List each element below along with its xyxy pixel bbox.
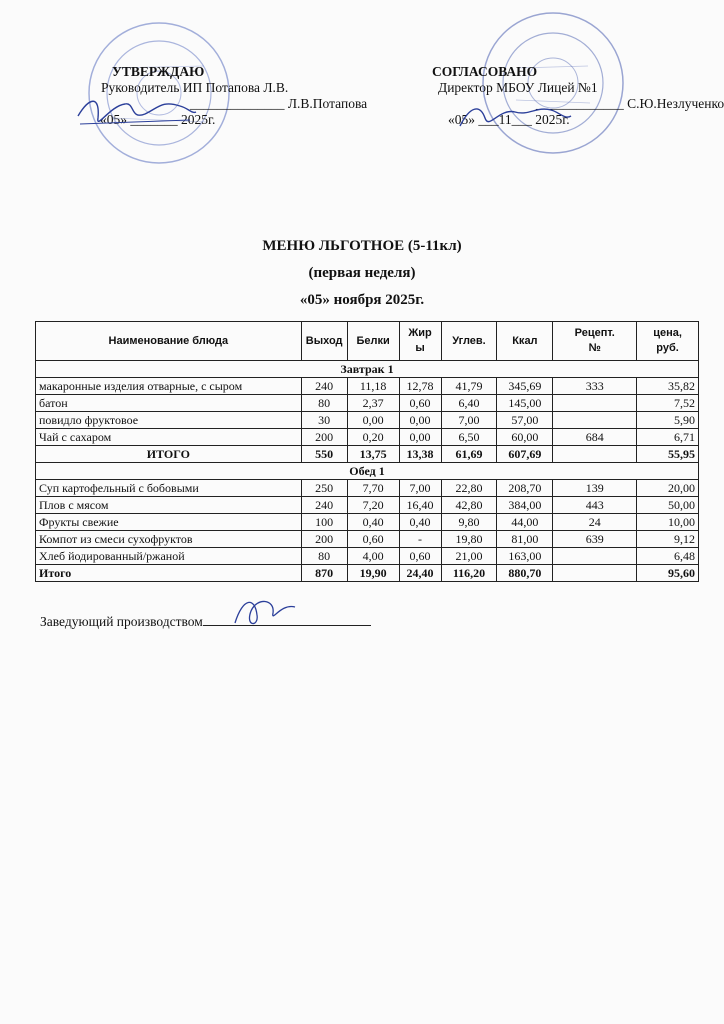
cell-price: 7,52: [637, 395, 699, 412]
cell-protein: 7,20: [347, 497, 399, 514]
header-name: Наименование блюда: [36, 322, 302, 361]
cell-price: 35,82: [637, 378, 699, 395]
total-recipe: [553, 446, 637, 463]
table-row: [36, 429, 699, 446]
total-price: 55,95: [637, 446, 699, 463]
cell-carbs: 6,50: [441, 429, 497, 446]
production-manager-label: Заведующий производством: [40, 614, 203, 629]
table-row: [36, 497, 699, 514]
signature-left: [70, 86, 200, 136]
cell-kcal: 345,69: [497, 378, 553, 395]
total-output: 870: [301, 565, 347, 582]
cell-protein: 4,00: [347, 548, 399, 565]
header-protein: Белки: [347, 322, 399, 361]
total-carbs: 61,69: [441, 446, 497, 463]
cell-fat: -: [399, 531, 441, 548]
cell-recipe: 639: [553, 531, 637, 548]
cell-protein: 7,70: [347, 480, 399, 497]
section-row-lunch: [36, 463, 699, 480]
menu-table: [35, 321, 699, 582]
agreed-heading: СОГЛАСОВАНО: [432, 64, 538, 79]
cell-recipe: 139: [553, 480, 637, 497]
table-row: [36, 531, 699, 548]
header-price-l2: руб.: [656, 342, 679, 354]
total-row-breakfast: [36, 446, 699, 463]
cell-name: Хлеб йодированный/ржаной: [36, 548, 302, 565]
cell-output: 200: [301, 531, 347, 548]
agreed-date: «05» ___11___ 2025г.: [448, 112, 570, 127]
cell-protein: 0,60: [347, 531, 399, 548]
cell-protein: 2,37: [347, 395, 399, 412]
total-protein: 13,75: [347, 446, 399, 463]
table-row: [36, 480, 699, 497]
total-label: ИТОГО: [36, 446, 302, 463]
menu-title: [0, 236, 724, 317]
cell-name: Чай с сахаром: [36, 429, 302, 446]
cell-price: 6,48: [637, 548, 699, 565]
total-fat: 13,38: [399, 446, 441, 463]
cell-protein: 0,00: [347, 412, 399, 429]
cell-kcal: 57,00: [497, 412, 553, 429]
header-output: Выход: [301, 322, 347, 361]
cell-fat: 0,60: [399, 395, 441, 412]
cell-recipe: 333: [553, 378, 637, 395]
total-price: 95,60: [637, 565, 699, 582]
cell-recipe: [553, 412, 637, 429]
cell-carbs: 9,80: [441, 514, 497, 531]
section-lunch: Обед 1: [36, 463, 699, 480]
cell-protein: 11,18: [347, 378, 399, 395]
agreed-signature-name: _____________ С.Ю.Незлученко: [536, 96, 724, 111]
header-fat-l2: ы: [415, 342, 425, 354]
production-manager-line: [40, 613, 371, 630]
approve-signature-name: ______________ Л.В.Потапова: [190, 96, 368, 111]
cell-fat: 7,00: [399, 480, 441, 497]
cell-output: 240: [301, 378, 347, 395]
cell-kcal: 60,00: [497, 429, 553, 446]
cell-price: 10,00: [637, 514, 699, 531]
total-kcal: 880,70: [497, 565, 553, 582]
table-row: [36, 412, 699, 429]
total-fat: 24,40: [399, 565, 441, 582]
cell-carbs: 6,40: [441, 395, 497, 412]
cell-output: 240: [301, 497, 347, 514]
cell-price: 6,71: [637, 429, 699, 446]
header-fat-l1: Жир: [408, 327, 432, 339]
table-row: [36, 548, 699, 565]
cell-name: батон: [36, 395, 302, 412]
cell-fat: 0,40: [399, 514, 441, 531]
cell-fat: 16,40: [399, 497, 441, 514]
cell-carbs: 19,80: [441, 531, 497, 548]
cell-kcal: 145,00: [497, 395, 553, 412]
header-fat: [399, 322, 441, 361]
table-row: [36, 378, 699, 395]
cell-output: 250: [301, 480, 347, 497]
approve-heading: УТВЕРЖДАЮ: [112, 64, 205, 79]
table-row: [36, 514, 699, 531]
cell-fat: 0,00: [399, 412, 441, 429]
cell-name: Компот из смеси сухофруктов: [36, 531, 302, 548]
header-recipe-l2: №: [588, 342, 601, 354]
total-carbs: 116,20: [441, 565, 497, 582]
cell-price: 20,00: [637, 480, 699, 497]
cell-protein: 0,20: [347, 429, 399, 446]
table-row: [36, 395, 699, 412]
cell-carbs: 41,79: [441, 378, 497, 395]
section-breakfast: Завтрак 1: [36, 361, 699, 378]
total-output: 550: [301, 446, 347, 463]
cell-carbs: 7,00: [441, 412, 497, 429]
cell-kcal: 81,00: [497, 531, 553, 548]
total-protein: 19,90: [347, 565, 399, 582]
approve-date: «05» _______ 2025г.: [100, 112, 216, 127]
title-line-3: «05» ноября 2025г.: [299, 292, 425, 308]
header-price: [637, 322, 699, 361]
cell-price: 9,12: [637, 531, 699, 548]
total-kcal: 607,69: [497, 446, 553, 463]
cell-recipe: 684: [553, 429, 637, 446]
cell-price: 5,90: [637, 412, 699, 429]
title-line-1: МЕНЮ ЛЬГОТНОЕ (5-11кл): [262, 238, 462, 254]
cell-kcal: 208,70: [497, 480, 553, 497]
cell-output: 80: [301, 548, 347, 565]
signature-bottom: [225, 593, 305, 633]
cell-protein: 0,40: [347, 514, 399, 531]
total-label: Итого: [36, 565, 302, 582]
header-kcal: Ккал: [497, 322, 553, 361]
cell-kcal: 384,00: [497, 497, 553, 514]
cell-name: Фрукты свежие: [36, 514, 302, 531]
cell-fat: 12,78: [399, 378, 441, 395]
cell-name: макаронные изделия отварные, с сыром: [36, 378, 302, 395]
cell-name: повидло фруктовое: [36, 412, 302, 429]
total-row-lunch: [36, 565, 699, 582]
header-recipe: [553, 322, 637, 361]
total-recipe: [553, 565, 637, 582]
table-header-row: [36, 322, 699, 361]
header-recipe-l1: Рецепт.: [574, 327, 615, 339]
approve-position: Руководитель ИП Потапова Л.В.: [101, 80, 289, 95]
cell-price: 50,00: [637, 497, 699, 514]
cell-recipe: 443: [553, 497, 637, 514]
cell-carbs: 22,80: [441, 480, 497, 497]
cell-fat: 0,00: [399, 429, 441, 446]
cell-output: 80: [301, 395, 347, 412]
cell-recipe: [553, 548, 637, 565]
cell-output: 200: [301, 429, 347, 446]
cell-kcal: 44,00: [497, 514, 553, 531]
agreed-position: Директор МБОУ Лицей №1: [438, 80, 598, 95]
title-line-2: (первая неделя): [308, 265, 416, 281]
signature-right: [455, 98, 575, 138]
cell-kcal: 163,00: [497, 548, 553, 565]
cell-recipe: [553, 395, 637, 412]
cell-recipe: 24: [553, 514, 637, 531]
cell-fat: 0,60: [399, 548, 441, 565]
cell-output: 100: [301, 514, 347, 531]
cell-name: Плов с мясом: [36, 497, 302, 514]
cell-name: Суп картофельный с бобовыми: [36, 480, 302, 497]
header-carbs: Углев.: [441, 322, 497, 361]
header-price-l1: цена,: [653, 327, 682, 339]
cell-carbs: 21,00: [441, 548, 497, 565]
cell-carbs: 42,80: [441, 497, 497, 514]
cell-output: 30: [301, 412, 347, 429]
section-row-breakfast: [36, 361, 699, 378]
